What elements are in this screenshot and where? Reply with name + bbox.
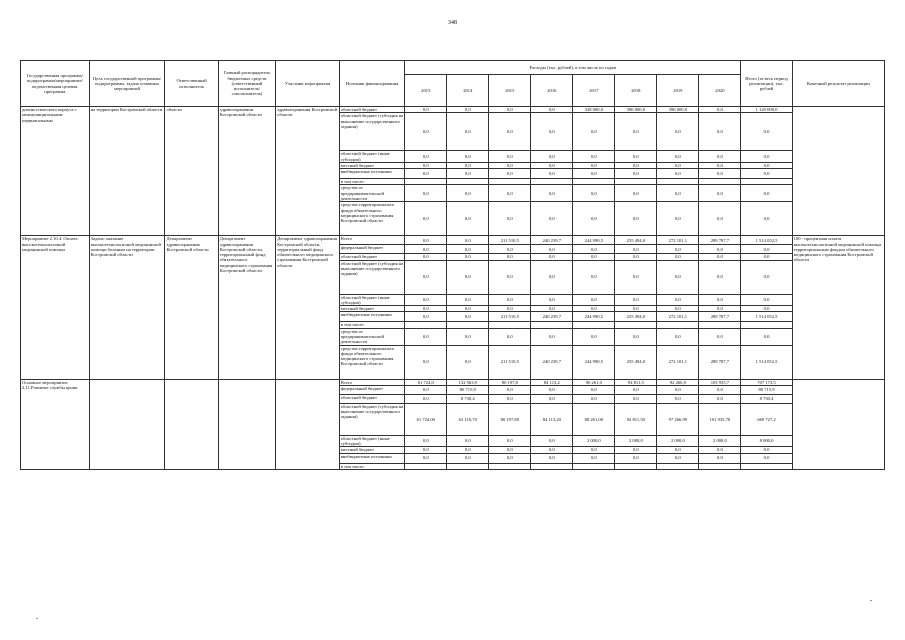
header-goal: Цель государственной программы/подпрограммы, задача основных мероприятий bbox=[89, 61, 165, 107]
cell-year-value: 0,0 bbox=[573, 447, 615, 453]
cell-year-value: 211 510,5 bbox=[489, 345, 531, 379]
cell-year-value: 289 787,7 bbox=[699, 345, 741, 379]
cell-year-value: 0,0 bbox=[699, 394, 741, 403]
cell-year-value: 0,0 bbox=[531, 245, 573, 254]
cell-source: местный бюджет bbox=[339, 162, 405, 168]
cell-year-value: 0,0 bbox=[489, 202, 531, 236]
cell-year-value: 84 113,20 bbox=[531, 403, 573, 435]
cell-year-value: 0,0 bbox=[615, 254, 657, 260]
cell-year-value: 0,0 bbox=[615, 453, 657, 463]
cell-year-value: 0,0 bbox=[405, 185, 447, 202]
cell-year-value: 0,0 bbox=[699, 260, 741, 294]
cell-year-value: 0,0 bbox=[573, 306, 615, 312]
cell-year-value: 0,0 bbox=[615, 328, 657, 345]
cell-year-value: 0,0 bbox=[489, 306, 531, 312]
cell-year-value: 94 811,5 bbox=[615, 379, 657, 385]
cell-year-value: 80 715,9 bbox=[447, 385, 489, 394]
header-result: Конечный результат реализации bbox=[792, 61, 884, 107]
cell-year-value: 101 935,70 bbox=[699, 403, 741, 435]
cell-year-value: 0,0 bbox=[531, 447, 573, 453]
cell-source: средства территориального фонда обязательного медицинского страхования Костромской области bbox=[339, 202, 405, 236]
cell-year-value: 0,0 bbox=[573, 245, 615, 254]
cell-goal bbox=[89, 379, 165, 469]
cell-source: местный бюджет bbox=[339, 306, 405, 312]
cell-year-value: 0,0 bbox=[447, 312, 489, 322]
cell-year-value: 0,0 bbox=[489, 260, 531, 294]
cell-main-manager: здравоохранения Костромской области bbox=[218, 107, 275, 236]
header-expenses: Расходы (тыс. рублей), в том числе по годам bbox=[405, 61, 741, 75]
cell-year-value: 0,0 bbox=[573, 169, 615, 179]
cell-year-value: 0,0 bbox=[447, 107, 489, 113]
cell-year-value: 0,0 bbox=[405, 107, 447, 113]
cell-year-value: 0,0 bbox=[657, 385, 699, 394]
header-year: 2014 bbox=[447, 75, 489, 107]
cell-total bbox=[741, 463, 792, 469]
table-row bbox=[21, 236, 885, 245]
cell-year-value: 0,0 bbox=[573, 202, 615, 236]
cell-year-value: 0,0 bbox=[573, 185, 615, 202]
cell-source: областной бюджет (субсидия на выполнение государственного задания) bbox=[339, 260, 405, 294]
header-year: 2017 bbox=[573, 75, 615, 107]
cell-year-value: 0,0 bbox=[447, 453, 489, 463]
cell-total: 707 173,5 bbox=[741, 379, 792, 385]
cell-year-value: 2 000,0 bbox=[615, 435, 657, 447]
cell-year-value: 0,0 bbox=[531, 169, 573, 179]
header-year: 2020 bbox=[699, 75, 741, 107]
cell-year-value: 0,0 bbox=[447, 254, 489, 260]
cell-source: внебюджетные источники bbox=[339, 169, 405, 179]
cell-year-value: 240 239,7 bbox=[531, 312, 573, 322]
cell-participant: Департамент здравоохранения Костромской области, территориальный фонд обязательного медицинского страхования Костромской области bbox=[276, 236, 340, 379]
cell-year-value: 0,0 bbox=[657, 185, 699, 202]
cell-year-value: 0,0 bbox=[489, 113, 531, 151]
cell-year-value: 0,0 bbox=[447, 345, 489, 379]
cell-source: областной бюджет bbox=[339, 394, 405, 403]
cell-year-value: 0,0 bbox=[615, 394, 657, 403]
cell-year-value bbox=[489, 463, 531, 469]
cell-source: областной бюджет (иные субсидии) bbox=[339, 294, 405, 306]
cell-year-value: 0,0 bbox=[699, 162, 741, 168]
header-year: 2015 bbox=[489, 75, 531, 107]
cell-year-value: 0,0 bbox=[615, 185, 657, 202]
cell-program: диагностического корпуса с межмуниципальным перинатальным bbox=[21, 107, 90, 236]
cell-year-value: 0,0 bbox=[699, 294, 741, 306]
cell-year-value: 0,0 bbox=[405, 202, 447, 236]
header-sources: Источник финансирования bbox=[339, 61, 405, 107]
scan-mark bbox=[36, 618, 38, 619]
cell-year-value: 0,0 bbox=[489, 294, 531, 306]
cell-year-value: 272 101,1 bbox=[657, 345, 699, 379]
cell-year-value: 0,0 bbox=[615, 385, 657, 394]
cell-year-value: 0,0 bbox=[573, 162, 615, 168]
cell-total: 0,0 bbox=[741, 202, 792, 236]
cell-year-value: 0,0 bbox=[657, 151, 699, 163]
cell-year-value: 0,0 bbox=[699, 453, 741, 463]
cell-year-value: 0,0 bbox=[615, 162, 657, 168]
cell-year-value bbox=[447, 463, 489, 469]
cell-year-value: 84 113,2 bbox=[531, 379, 573, 385]
cell-year-value: 2 000,0 bbox=[657, 435, 699, 447]
cell-year-value: 0,0 bbox=[447, 169, 489, 179]
cell-result: 100 - процентная оплата высокотехнологичной медицинской помощи территориальным фондом обязательного медицинского страхования Костромской области bbox=[792, 236, 884, 379]
scan-mark bbox=[870, 600, 872, 601]
cell-year-value: 289 787,7 bbox=[699, 312, 741, 322]
cell-year-value: 0,0 bbox=[699, 107, 741, 113]
header-main-manager: Главный распорядитель бюджетных средств (ответственный исполнитель/соисполнитель) bbox=[218, 61, 275, 107]
cell-total: 0,0 bbox=[741, 162, 792, 168]
cell-year-value: 80 197,8 bbox=[489, 379, 531, 385]
cell-year-value: 0,0 bbox=[531, 385, 573, 394]
cell-total: 80 715,9 bbox=[741, 385, 792, 394]
cell-participant bbox=[276, 379, 340, 469]
cell-year-value: 63 116,70 bbox=[447, 403, 489, 435]
cell-year-value: 0,0 bbox=[531, 202, 573, 236]
cell-source: Всего bbox=[339, 236, 405, 245]
header-year: 2016 bbox=[531, 75, 573, 107]
header-year: 2013 bbox=[405, 75, 447, 107]
header-year: 2018 bbox=[615, 75, 657, 107]
cell-program: Мероприятие 2.10.4. Оплата высокотехнологичной медицинской помощи bbox=[21, 236, 90, 379]
cell-total: 1 514 052,5 bbox=[741, 236, 792, 245]
cell-total: 0,0 bbox=[741, 260, 792, 294]
cell-source: в том числе: bbox=[339, 463, 405, 469]
cell-main-manager: Департамент здравоохранения Костромской области, территориальный фонд обязательного медицинского страхования Костромской области bbox=[218, 236, 275, 379]
cell-year-value: 0,0 bbox=[615, 294, 657, 306]
cell-year-value: 0,0 bbox=[405, 245, 447, 254]
cell-year-value: 0,0 bbox=[615, 113, 657, 151]
cell-participant: здравоохранения Костромской области bbox=[276, 107, 340, 236]
cell-year-value: 61 724,00 bbox=[405, 403, 447, 435]
cell-year-value: 211 510,5 bbox=[489, 236, 531, 245]
cell-year-value: 97 266,99 bbox=[657, 403, 699, 435]
cell-year-value: 0,0 bbox=[573, 113, 615, 151]
cell-year-value: 0,0 bbox=[573, 294, 615, 306]
cell-year-value: 0,0 bbox=[615, 245, 657, 254]
cell-year-value: 0,0 bbox=[615, 151, 657, 163]
cell-year-value: 0,0 bbox=[573, 260, 615, 294]
cell-year-value: 0,0 bbox=[447, 328, 489, 345]
cell-year-value: 0,0 bbox=[699, 151, 741, 163]
cell-year-value: 0,0 bbox=[573, 328, 615, 345]
cell-year-value: 0,0 bbox=[573, 385, 615, 394]
cell-year-value: 0,0 bbox=[699, 447, 741, 453]
cell-source: внебюджетные источники bbox=[339, 312, 405, 322]
cell-total: 0,0 bbox=[741, 254, 792, 260]
page-number: 348 bbox=[448, 20, 457, 26]
cell-year-value: 0,0 bbox=[699, 185, 741, 202]
cell-year-value: 244 990,5 bbox=[573, 312, 615, 322]
cell-year-value: 0,0 bbox=[657, 306, 699, 312]
cell-year-value bbox=[657, 463, 699, 469]
cell-year-value: 0,0 bbox=[615, 306, 657, 312]
cell-year-value: 0,0 bbox=[699, 113, 741, 151]
cell-year-value: 0,0 bbox=[405, 306, 447, 312]
cell-year-value: 0,0 bbox=[657, 254, 699, 260]
table-body bbox=[21, 107, 885, 470]
cell-year-value: 0,0 bbox=[657, 260, 699, 294]
cell-year-value: 272 101,1 bbox=[657, 312, 699, 322]
budget-table bbox=[20, 60, 885, 470]
cell-year-value: 289 787,7 bbox=[699, 236, 741, 245]
cell-year-value: 0,0 bbox=[531, 185, 573, 202]
cell-year-value: 0,0 bbox=[489, 107, 531, 113]
cell-executor: области bbox=[165, 107, 218, 236]
cell-year-value: 0,0 bbox=[447, 185, 489, 202]
cell-year-value: 0,0 bbox=[573, 151, 615, 163]
cell-year-value: 0,0 bbox=[489, 385, 531, 394]
cell-total: 1 514 052,5 bbox=[741, 312, 792, 322]
cell-total: 0,0 bbox=[741, 113, 792, 151]
cell-source: федеральный бюджет bbox=[339, 245, 405, 254]
cell-year-value: 0,0 bbox=[699, 169, 741, 179]
cell-year-value: 0,0 bbox=[531, 113, 573, 151]
cell-result bbox=[792, 379, 884, 469]
cell-year-value: 0,0 bbox=[531, 435, 573, 447]
cell-year-value: 0,0 bbox=[405, 345, 447, 379]
cell-year-value: 0,0 bbox=[573, 394, 615, 403]
cell-total: 669 727,2 bbox=[741, 403, 792, 435]
cell-year-value: 0,0 bbox=[657, 328, 699, 345]
cell-total: 1 514 052,5 bbox=[741, 345, 792, 379]
cell-year-value: 0,0 bbox=[447, 306, 489, 312]
cell-source: областной бюджет (субсидия на выполнение государственного задания) bbox=[339, 113, 405, 151]
cell-year-value: 0,0 bbox=[405, 113, 447, 151]
cell-year-value: 0,0 bbox=[699, 245, 741, 254]
cell-executor: Департамент здравоохранения Костромской области bbox=[165, 236, 218, 379]
cell-year-value: 0,0 bbox=[405, 394, 447, 403]
cell-year-value: 0,0 bbox=[405, 447, 447, 453]
cell-year-value: 80 197,80 bbox=[489, 403, 531, 435]
cell-year-value: 0,0 bbox=[489, 328, 531, 345]
cell-source: областной бюджет bbox=[339, 254, 405, 260]
cell-year-value: 0,0 bbox=[405, 312, 447, 322]
cell-total: 8 730,4 bbox=[741, 394, 792, 403]
cell-year-value: 255 494,0 bbox=[615, 312, 657, 322]
cell-year-value: 0,0 bbox=[405, 435, 447, 447]
cell-source: областной бюджет bbox=[339, 107, 405, 113]
cell-source: областной бюджет (субсидия на выполнение государственного задания) bbox=[339, 403, 405, 435]
header-participant: Участник мероприятия bbox=[276, 61, 340, 107]
cell-total: 0,0 bbox=[741, 151, 792, 163]
cell-total: 0,0 bbox=[741, 245, 792, 254]
cell-year-value: 0,0 bbox=[615, 202, 657, 236]
cell-year-value: 0,0 bbox=[615, 447, 657, 453]
cell-year-value bbox=[699, 463, 741, 469]
cell-year-value: 396 000,0 bbox=[657, 107, 699, 113]
cell-year-value: 0,0 bbox=[531, 453, 573, 463]
cell-year-value: 0,0 bbox=[447, 447, 489, 453]
cell-year-value: 0,0 bbox=[405, 260, 447, 294]
cell-year-value: 255 494,0 bbox=[615, 345, 657, 379]
cell-total: 0,0 bbox=[741, 169, 792, 179]
cell-year-value: 0,0 bbox=[531, 162, 573, 168]
cell-year-value: 92 266,9 bbox=[657, 379, 699, 385]
cell-year-value: 132 563,9 bbox=[447, 379, 489, 385]
cell-year-value: 0,0 bbox=[447, 113, 489, 151]
cell-year-value: 0,0 bbox=[531, 151, 573, 163]
cell-source: в том числе: bbox=[339, 179, 405, 185]
cell-source: областной бюджет (иные субсидии) bbox=[339, 151, 405, 163]
cell-year-value bbox=[405, 463, 447, 469]
cell-total: 0,0 bbox=[741, 185, 792, 202]
cell-source: Всего bbox=[339, 379, 405, 385]
cell-main-manager bbox=[218, 379, 275, 469]
cell-year-value: 211 510,5 bbox=[489, 312, 531, 322]
cell-year-value: 240 239,7 bbox=[531, 345, 573, 379]
cell-year-value: 0,0 bbox=[405, 151, 447, 163]
cell-year-value: 0,0 bbox=[531, 260, 573, 294]
cell-total: 8 000,0 bbox=[741, 435, 792, 447]
cell-total: 0,0 bbox=[741, 453, 792, 463]
cell-source: средства от предпринимательской деятельности bbox=[339, 185, 405, 202]
cell-year-value: 0,0 bbox=[489, 447, 531, 453]
cell-year-value: 0,0 bbox=[405, 294, 447, 306]
cell-year-value: 240 239,7 bbox=[531, 236, 573, 245]
cell-year-value: 0,0 bbox=[489, 151, 531, 163]
cell-year-value: 0,0 bbox=[489, 185, 531, 202]
cell-year-value: 0,0 bbox=[657, 113, 699, 151]
cell-year-value: 328 000,0 bbox=[573, 107, 615, 113]
cell-year-value: 0,0 bbox=[699, 254, 741, 260]
cell-year-value: 0,0 bbox=[615, 169, 657, 179]
cell-year-value: 0,0 bbox=[657, 169, 699, 179]
cell-total: 0,0 bbox=[741, 294, 792, 306]
cell-year-value: 0,0 bbox=[447, 245, 489, 254]
cell-year-value: 0,0 bbox=[489, 394, 531, 403]
cell-year-value: 0,0 bbox=[699, 385, 741, 394]
cell-year-value: 0,0 bbox=[531, 306, 573, 312]
cell-year-value bbox=[531, 463, 573, 469]
cell-year-value: 0,0 bbox=[531, 107, 573, 113]
cell-year-value: 0,0 bbox=[531, 328, 573, 345]
cell-year-value: 2 000,0 bbox=[573, 435, 615, 447]
cell-source: федеральный бюджет bbox=[339, 385, 405, 394]
header-program: Государственная программа/подпрограмма/мероприятие/ведомственная целевая программа bbox=[21, 61, 90, 107]
header-total: Итого (за весь период реализации), тыс. рублей bbox=[741, 61, 792, 107]
cell-goal: Задача: оказание высокотехнологичной медицинской помощи больным на территории Костромской области bbox=[89, 236, 165, 379]
cell-year-value: 0,0 bbox=[657, 202, 699, 236]
cell-executor bbox=[165, 379, 218, 469]
cell-source: в том числе: bbox=[339, 322, 405, 328]
cell-year-value: 0,0 bbox=[447, 162, 489, 168]
cell-year-value: 0,0 bbox=[489, 453, 531, 463]
cell-year-value: 0,0 bbox=[657, 453, 699, 463]
cell-year-value: 0,0 bbox=[531, 254, 573, 260]
cell-year-value: 0,0 bbox=[657, 394, 699, 403]
cell-year-value: 0,0 bbox=[405, 328, 447, 345]
cell-year-value: 0,0 bbox=[489, 169, 531, 179]
cell-total: 1 120 000,0 bbox=[741, 107, 792, 113]
cell-year-value: 0,0 bbox=[657, 162, 699, 168]
cell-year-value: 0,0 bbox=[531, 394, 573, 403]
cell-year-value: 92 811,50 bbox=[615, 403, 657, 435]
cell-year-value: 0,0 bbox=[405, 453, 447, 463]
cell-year-value: 0,0 bbox=[489, 254, 531, 260]
cell-year-value: 0,0 bbox=[699, 202, 741, 236]
cell-year-value bbox=[615, 463, 657, 469]
cell-year-value: 8 730,4 bbox=[447, 394, 489, 403]
table-header bbox=[21, 61, 885, 107]
cell-year-value: 0,0 bbox=[447, 435, 489, 447]
header-executor: Ответственный исполнитель bbox=[165, 61, 218, 107]
cell-goal: на территории Костромской области bbox=[89, 107, 165, 236]
cell-year-value: 0,0 bbox=[447, 236, 489, 245]
cell-year-value: 0,0 bbox=[657, 245, 699, 254]
cell-year-value: 396 000,0 bbox=[615, 107, 657, 113]
cell-year-value: 61 724,0 bbox=[405, 379, 447, 385]
cell-source: средства территориального фонда обязательного медицинского страхования Костромской области bbox=[339, 345, 405, 379]
cell-year-value: 103 935,7 bbox=[699, 379, 741, 385]
header-year: 2019 bbox=[657, 75, 699, 107]
cell-year-value: 88 261,00 bbox=[573, 403, 615, 435]
cell-total: 0,0 bbox=[741, 328, 792, 345]
cell-total: 0,0 bbox=[741, 447, 792, 453]
cell-year-value: 0,0 bbox=[531, 294, 573, 306]
cell-year-value: 0,0 bbox=[405, 236, 447, 245]
cell-year-value: 0,0 bbox=[699, 328, 741, 345]
cell-source: областной бюджет (иные субсидии) bbox=[339, 435, 405, 447]
cell-year-value: 0,0 bbox=[657, 294, 699, 306]
cell-year-value: 244 990,5 bbox=[573, 345, 615, 379]
cell-year-value: 0,0 bbox=[447, 151, 489, 163]
cell-total: 0,0 bbox=[741, 306, 792, 312]
cell-year-value: 0,0 bbox=[573, 254, 615, 260]
cell-year-value: 0,0 bbox=[447, 260, 489, 294]
cell-year-value bbox=[573, 463, 615, 469]
cell-year-value: 0,0 bbox=[657, 447, 699, 453]
cell-year-value: 2 000,0 bbox=[699, 435, 741, 447]
cell-year-value: 0,0 bbox=[405, 162, 447, 168]
cell-year-value: 244 990,5 bbox=[573, 236, 615, 245]
cell-result bbox=[792, 107, 884, 236]
cell-year-value: 0,0 bbox=[573, 453, 615, 463]
cell-source: внебюджетные источники bbox=[339, 453, 405, 463]
cell-year-value: 255 494,0 bbox=[615, 236, 657, 245]
cell-year-value: 0,0 bbox=[405, 385, 447, 394]
cell-program: Основное мероприятие 2.11.Развитие службы крови bbox=[21, 379, 90, 469]
cell-source: средства от предпринимательской деятельности bbox=[339, 328, 405, 345]
cell-year-value: 90 261,0 bbox=[573, 379, 615, 385]
cell-year-value: 272 101,1 bbox=[657, 236, 699, 245]
cell-year-value: 0,0 bbox=[405, 254, 447, 260]
cell-year-value: 0,0 bbox=[489, 245, 531, 254]
cell-year-value: 0,0 bbox=[447, 294, 489, 306]
cell-year-value: 0,0 bbox=[447, 202, 489, 236]
cell-year-value: 0,0 bbox=[405, 169, 447, 179]
cell-year-value: 0,0 bbox=[615, 260, 657, 294]
cell-year-value: 0,0 bbox=[489, 162, 531, 168]
cell-source: местный бюджет bbox=[339, 447, 405, 453]
cell-year-value: 0,0 bbox=[489, 435, 531, 447]
cell-year-value: 0,0 bbox=[699, 306, 741, 312]
